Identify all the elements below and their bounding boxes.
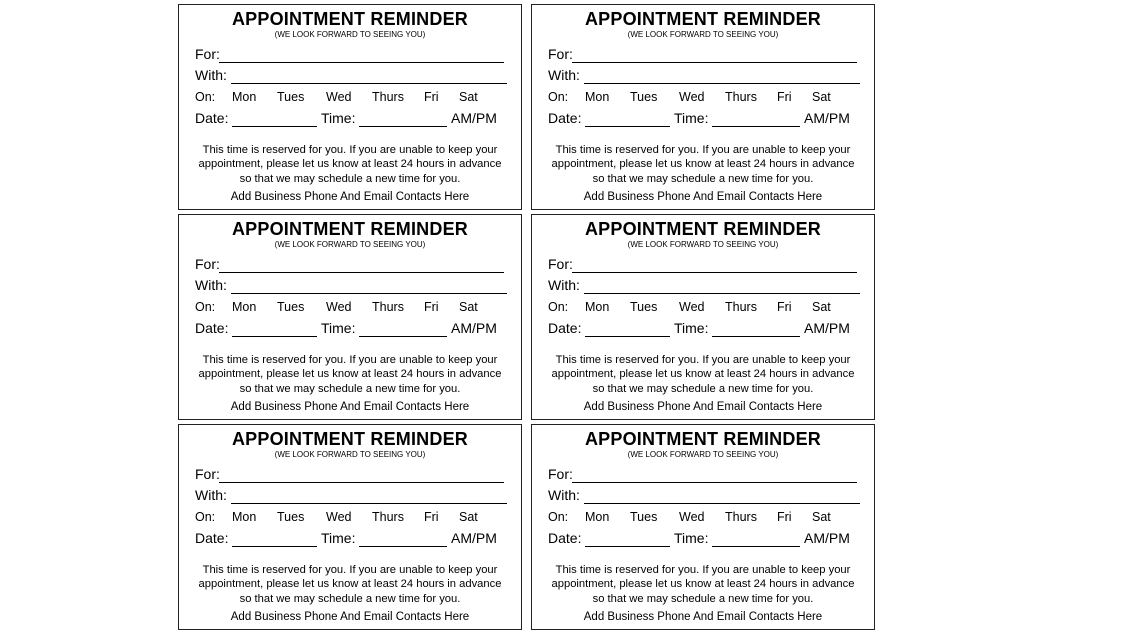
ampm-label: AM/PM <box>451 320 497 336</box>
ampm-label: AM/PM <box>451 110 497 126</box>
card-subtitle: (WE LOOK FORWARD TO SEEING YOU) <box>627 240 779 249</box>
with-label: With: <box>548 277 580 293</box>
day-option[interactable]: Wed <box>679 90 705 104</box>
for-label: For: <box>195 46 220 62</box>
on-label: On: <box>195 300 216 314</box>
for-label: For: <box>195 256 220 272</box>
ampm-label: AM/PM <box>804 320 850 336</box>
note-line: This time is reserved for you. If you are unable to keep your <box>555 564 851 576</box>
on-label: On: <box>548 300 569 314</box>
business-contacts: Add Business Phone And Email Contacts Here <box>583 191 823 203</box>
ampm-label: AM/PM <box>451 530 497 546</box>
with-label: With: <box>195 277 227 293</box>
note-line: appointment, please let us know at least 24 hours in advance <box>198 368 502 381</box>
on-label: On: <box>195 90 216 104</box>
note-line: appointment, please let us know at least 24 hours in advance <box>198 578 502 591</box>
with-label: With: <box>195 67 227 83</box>
card-title: APPOINTMENT REMINDER <box>584 219 821 239</box>
reservation-note <box>538 143 868 186</box>
business-contacts: Add Business Phone And Email Contacts Here <box>230 401 470 413</box>
date-input-line[interactable] <box>232 336 317 337</box>
day-option[interactable]: Mon <box>232 510 257 524</box>
with-label: With: <box>195 487 227 503</box>
on-label: On: <box>548 90 569 104</box>
time-label: Time: <box>674 320 709 336</box>
date-input-line[interactable] <box>232 126 317 127</box>
date-label: Date: <box>548 530 582 546</box>
day-option[interactable]: Tues <box>277 510 305 524</box>
time-input-line[interactable] <box>712 546 800 547</box>
day-option[interactable]: Tues <box>630 300 658 314</box>
card-subtitle: (WE LOOK FORWARD TO SEEING YOU) <box>627 30 779 39</box>
for-label: For: <box>548 46 573 62</box>
date-label: Date: <box>195 320 229 336</box>
time-label: Time: <box>321 320 356 336</box>
appointment-card <box>178 214 522 420</box>
with-input-line[interactable] <box>231 503 507 504</box>
day-option[interactable]: Tues <box>277 90 305 104</box>
note-line: This time is reserved for you. If you are unable to keep your <box>202 564 498 576</box>
note-line: so that we may schedule a new time for you. <box>239 382 461 395</box>
time-label: Time: <box>674 110 709 126</box>
day-option[interactable]: Mon <box>232 300 257 314</box>
note-line: so that we may schedule a new time for you. <box>592 592 814 605</box>
date-input-line[interactable] <box>232 546 317 547</box>
day-option[interactable]: Tues <box>630 510 658 524</box>
appointment-card <box>178 424 522 630</box>
card-title: APPOINTMENT REMINDER <box>584 429 821 449</box>
day-option[interactable]: Fri <box>424 300 439 314</box>
note-line: This time is reserved for you. If you are unable to keep your <box>202 144 498 156</box>
appointment-card <box>531 424 875 630</box>
business-contacts: Add Business Phone And Email Contacts Here <box>230 191 470 203</box>
note-line: so that we may schedule a new time for you. <box>239 592 461 605</box>
day-option[interactable]: Mon <box>232 90 257 104</box>
day-option[interactable]: Fri <box>424 510 439 524</box>
date-label: Date: <box>195 110 229 126</box>
note-line: so that we may schedule a new time for you. <box>592 382 814 395</box>
date-label: Date: <box>195 530 229 546</box>
day-option[interactable]: Sat <box>459 300 478 314</box>
for-label: For: <box>195 466 220 482</box>
for-input-line[interactable] <box>572 62 857 63</box>
time-label: Time: <box>321 110 356 126</box>
note-line: appointment, please let us know at least 24 hours in advance <box>551 158 855 171</box>
appointment-card <box>531 214 875 420</box>
business-contacts: Add Business Phone And Email Contacts Here <box>583 401 823 413</box>
card-subtitle: (WE LOOK FORWARD TO SEEING YOU) <box>627 450 779 459</box>
with-label: With: <box>548 67 580 83</box>
reservation-note <box>185 143 515 186</box>
time-label: Time: <box>674 530 709 546</box>
day-option[interactable]: Sat <box>812 90 831 104</box>
for-label: For: <box>548 256 573 272</box>
with-label: With: <box>548 487 580 503</box>
day-option[interactable]: Thurs <box>372 510 404 524</box>
date-input-line[interactable] <box>585 336 670 337</box>
day-option[interactable]: Thurs <box>725 510 757 524</box>
reservation-note <box>538 563 868 606</box>
date-label: Date: <box>548 110 582 126</box>
card-subtitle: (WE LOOK FORWARD TO SEEING YOU) <box>274 240 426 249</box>
with-input-line[interactable] <box>231 83 507 84</box>
note-line: appointment, please let us know at least 24 hours in advance <box>551 578 855 591</box>
day-option[interactable]: Thurs <box>372 90 404 104</box>
with-input-line[interactable] <box>584 293 860 294</box>
note-line: This time is reserved for you. If you are unable to keep your <box>555 354 851 366</box>
date-input-line[interactable] <box>585 126 670 127</box>
with-input-line[interactable] <box>584 83 860 84</box>
day-option[interactable]: Mon <box>585 510 610 524</box>
time-label: Time: <box>321 530 356 546</box>
day-option[interactable]: Fri <box>777 300 792 314</box>
time-input-line[interactable] <box>712 126 800 127</box>
time-input-line[interactable] <box>712 336 800 337</box>
on-label: On: <box>195 510 216 524</box>
day-option[interactable]: Fri <box>777 90 792 104</box>
reservation-note <box>185 353 515 396</box>
for-input-line[interactable] <box>219 272 504 273</box>
on-label: On: <box>548 510 569 524</box>
ampm-label: AM/PM <box>804 110 850 126</box>
time-input-line[interactable] <box>359 336 447 337</box>
for-label: For: <box>548 466 573 482</box>
business-contacts: Add Business Phone And Email Contacts Here <box>230 611 470 623</box>
note-line: appointment, please let us know at least 24 hours in advance <box>198 158 502 171</box>
day-option[interactable]: Mon <box>585 90 610 104</box>
day-option[interactable]: Wed <box>326 90 352 104</box>
for-input-line[interactable] <box>219 62 504 63</box>
card-subtitle: (WE LOOK FORWARD TO SEEING YOU) <box>274 450 426 459</box>
time-input-line[interactable] <box>359 126 447 127</box>
day-option[interactable]: Tues <box>277 300 305 314</box>
day-option[interactable]: Fri <box>777 510 792 524</box>
note-line: so that we may schedule a new time for you. <box>239 172 461 185</box>
day-option[interactable]: Mon <box>585 300 610 314</box>
with-input-line[interactable] <box>231 293 507 294</box>
time-input-line[interactable] <box>359 546 447 547</box>
date-input-line[interactable] <box>585 546 670 547</box>
ampm-label: AM/PM <box>804 530 850 546</box>
for-input-line[interactable] <box>219 482 504 483</box>
business-contacts: Add Business Phone And Email Contacts Here <box>583 611 823 623</box>
note-line: This time is reserved for you. If you are unable to keep your <box>202 354 498 366</box>
reservation-note <box>185 563 515 606</box>
card-title: APPOINTMENT REMINDER <box>231 9 468 29</box>
day-option[interactable]: Wed <box>679 510 705 524</box>
date-label: Date: <box>548 320 582 336</box>
day-option[interactable]: Sat <box>812 510 831 524</box>
note-line: so that we may schedule a new time for you. <box>592 172 814 185</box>
day-option[interactable]: Tues <box>630 90 658 104</box>
card-title: APPOINTMENT REMINDER <box>231 429 468 449</box>
day-option[interactable]: Sat <box>812 300 831 314</box>
day-option[interactable]: Sat <box>459 90 478 104</box>
day-option[interactable]: Sat <box>459 510 478 524</box>
day-option[interactable]: Fri <box>424 90 439 104</box>
note-line: appointment, please let us know at least 24 hours in advance <box>551 368 855 381</box>
day-option[interactable]: Wed <box>326 300 352 314</box>
day-option[interactable]: Thurs <box>725 300 757 314</box>
card-title: APPOINTMENT REMINDER <box>231 219 468 239</box>
day-option[interactable]: Wed <box>679 300 705 314</box>
for-input-line[interactable] <box>572 482 857 483</box>
day-option[interactable]: Thurs <box>725 90 757 104</box>
appointment-card <box>531 4 875 210</box>
card-title: APPOINTMENT REMINDER <box>584 9 821 29</box>
appointment-card <box>178 4 522 210</box>
day-option[interactable]: Wed <box>326 510 352 524</box>
note-line: This time is reserved for you. If you are unable to keep your <box>555 144 851 156</box>
reservation-note <box>538 353 868 396</box>
for-input-line[interactable] <box>572 272 857 273</box>
card-subtitle: (WE LOOK FORWARD TO SEEING YOU) <box>274 30 426 39</box>
with-input-line[interactable] <box>584 503 860 504</box>
day-option[interactable]: Thurs <box>372 300 404 314</box>
